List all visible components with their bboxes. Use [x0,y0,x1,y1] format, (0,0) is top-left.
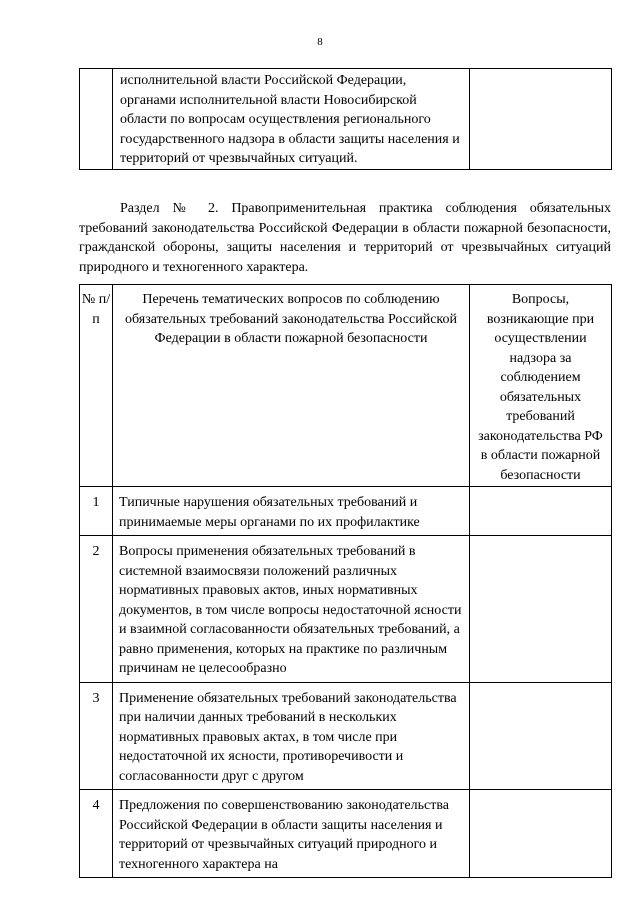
row-number: 1 [80,487,113,536]
table-row [80,536,612,683]
row-questions [470,487,612,536]
row-questions [470,536,612,683]
row-text: Применение обязательных требований законодательства при наличии данных требований в нескольких нормативных правовых актах, в том числе при недостаточной их ясности, противоречивости и согласованности друг с другом [113,682,470,790]
table-row [80,790,612,878]
row-number: 3 [80,682,113,790]
table-cell-text: исполнительной власти Российской Федерации, органами исполнительной власти Новосибирской области по вопросам осуществления регионального государственного надзора в области защиты населения и территорий от чрезвычайных ситуаций. [113,69,470,170]
row-text: Типичные нарушения обязательных требований и принимаемые меры органами по их профилактике [113,487,470,536]
table-row [80,487,612,536]
row-questions [470,790,612,878]
table-row [80,69,612,170]
header-questions: Вопросы, возникающие при осуществлении надзора за соблюдением обязательных требований законодательства РФ в области пожарной безопасности [470,285,612,487]
continued-table [79,68,612,170]
header-number: № п/п [80,285,113,487]
section-heading: Раздел № 2. Правоприменительная практика соблюдения обязательных требований законодательства Российской Федерации в области пожарной безопасности, гражданской обороны, защиты населения и территорий от чрезвычайных ситуаций природного и техногенного характера. [79,201,611,275]
table-cell-number [80,69,113,170]
page-number: 8 [317,36,323,48]
row-questions [470,682,612,790]
header-topic-list: Перечень тематических вопросов по соблюдению обязательных требований законодательства Российской Федерации в области пожарной безопасности [113,285,470,487]
table-row [80,682,612,790]
questions-table [79,284,612,878]
table-cell-questions [470,69,612,170]
row-number: 2 [80,536,113,683]
table-header-row [80,285,612,487]
row-text: Вопросы применения обязательных требований в системной взаимосвязи положений различных нормативных правовых актов, иных нормативных документов, в том числе вопросы недостаточной ясности и взаимной согласованности обязательных требований, а равно применения, которых на практике по различным причинам не целесообразно [113,536,470,683]
row-number: 4 [80,790,113,878]
row-text: Предложения по совершенствованию законодательства Российской Федерации в области защиты населения и территорий от чрезвычайных ситуаций природного и техногенного характера на [113,790,470,878]
